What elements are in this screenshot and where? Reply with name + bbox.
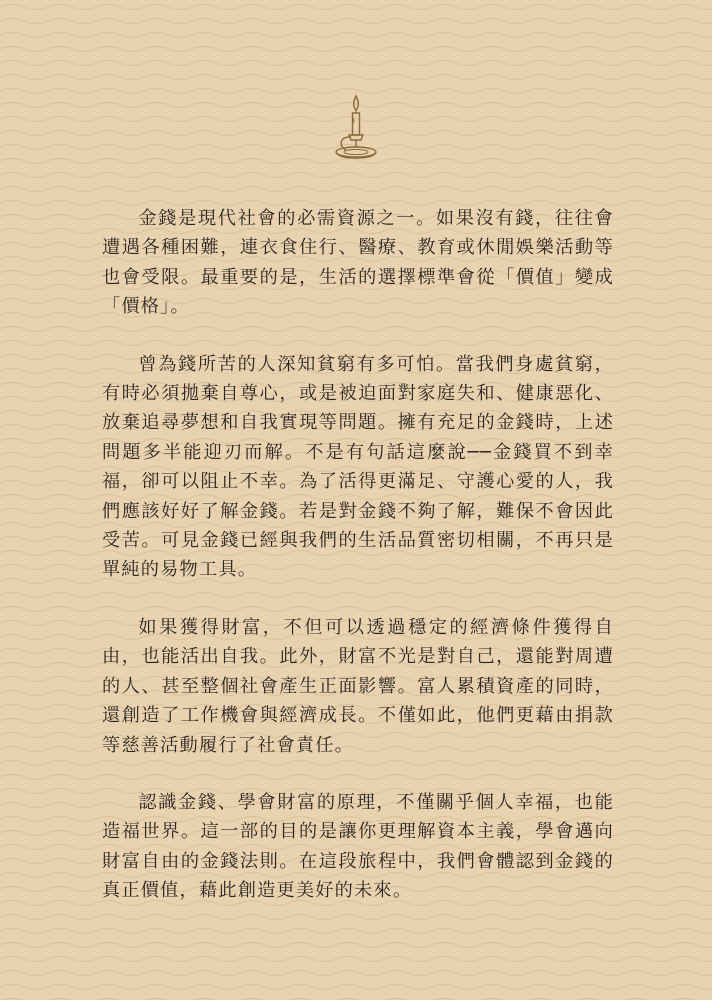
paragraph-1: 金錢是現代社會的必需資源之一。如果沒有錢，往往會遭遇各種困難，連衣食住行、醫療、教育或休閒娛樂活動等也會受限。最重要的是，生活的選擇標準會從「價值」變成「價格」。 xyxy=(102,208,614,318)
candle-holder-icon xyxy=(326,92,386,168)
paragraph-4: 認識金錢、學會財富的原理，不僅關乎個人幸福，也能造福世界。這一部的目的是讓你更理解資本主義，學會邁向財富自由的金錢法則。在這段旅程中，我們會體認到金錢的真正價值，藉此創造更美好的未來。 xyxy=(102,791,614,902)
paragraph-3: 如果獲得財富，不但可以透過穩定的經濟條件獲得自由，也能活出自我。此外，財富不光是對自己，還能對周遭的人、甚至整個社會產生正面影響。富人累積資產的同時，還創造了工作機會與經濟成長。不僅如此，他們更藉由捐款等慈善活動履行了社會責任。 xyxy=(102,616,614,756)
body-text xyxy=(102,204,614,934)
paragraph-2: 曾為錢所苦的人深知貧窮有多可怕。當我們身處貧窮，有時必須拋棄自尊心，或是被迫面對家庭失和、健康惡化、放棄追尋夢想和自我實現等問題。擁有充足的金錢時，上述問題多半能迎刃而解。不是有句話這麼說──金錢買不到幸福，卻可以阻止不幸。為了活得更滿足、守護心愛的人，我們應該好好了解金錢。若是對金錢不夠了解，難保不會因此受苦。可見金錢已經與我們的生活品質密切相關，不再只是單純的易物工具。 xyxy=(102,353,614,581)
